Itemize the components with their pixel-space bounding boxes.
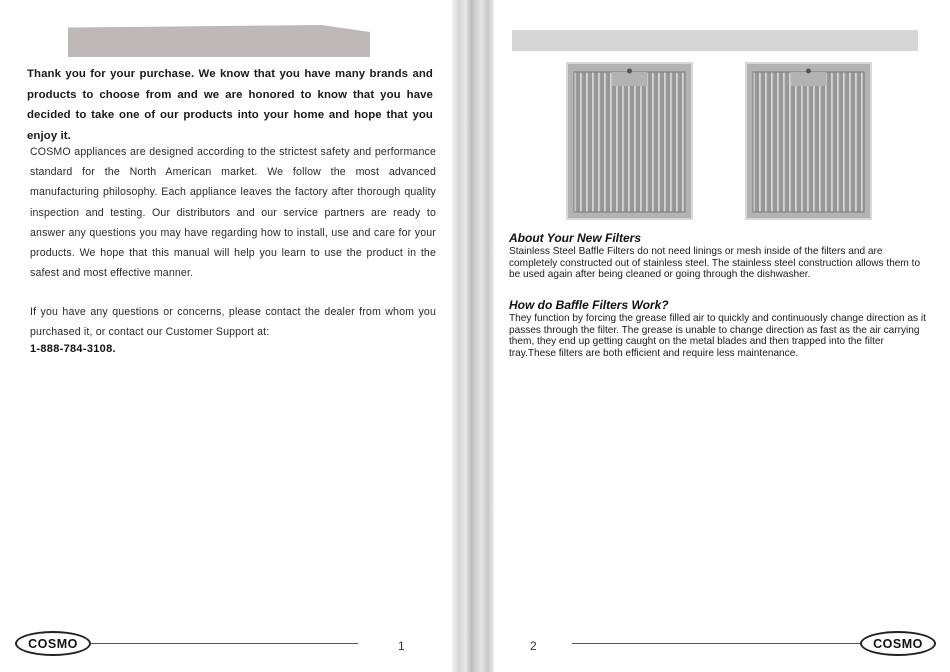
support-phone: 1-888-784-3108. bbox=[30, 343, 116, 355]
page-number: 2 bbox=[530, 639, 537, 653]
header-bar-right bbox=[512, 30, 918, 51]
footer-rule bbox=[90, 643, 358, 644]
logo-text: COSMO bbox=[28, 636, 78, 651]
section-body-how-filters-work: They function by forcing the grease filled air to quickly and continuously change direction as it passes through the filter. The grease is unable to change direction as fast as the air carrying them, they end up getting caught on the metal blades and then trapped into the filter tray.These filters are both efficient and require less maintenance. bbox=[509, 313, 926, 360]
logo-text: COSMO bbox=[873, 636, 923, 651]
left-page bbox=[0, 0, 452, 672]
section-title-about-filters: About Your New Filters bbox=[509, 231, 642, 245]
book-spine bbox=[452, 0, 494, 672]
about-cosmo-paragraph: COSMO appliances are designed according to the strictest safety and performance standard for the North American market. We follow the most advanced manufacturing philosophy. Each appliance leaves the factory after thorough quality inspection and testing. Our distributors and our service partners are ready to answer any questions you may have regarding how to install, use and care for your products. We hope that this manual will help you learn to use the product in the safest and most effective manner. bbox=[30, 146, 436, 280]
baffle-filter-icon bbox=[745, 62, 872, 220]
section-title-how-filters-work: How do Baffle Filters Work? bbox=[509, 298, 669, 312]
intro-text: Thank you for your purchase. We know that you have many brands and products to choose from and we are honored to know that you have decided to take one of our products into your home and hope that you enjoy it. bbox=[27, 68, 433, 142]
cosmo-logo-icon bbox=[860, 631, 936, 656]
footer-rule bbox=[572, 643, 864, 644]
right-page bbox=[494, 0, 950, 672]
baffle-filter-icon bbox=[566, 62, 693, 220]
section-body-about-filters: Stainless Steel Baffle Filters do not need linings or mesh inside of the filters and are completely constructed out of stainless steel. The stainless steel construction allows them to be used again after being cleaned or going through the dishwasher. bbox=[509, 246, 921, 281]
header-bar-left bbox=[68, 25, 370, 57]
cosmo-logo-icon bbox=[15, 631, 91, 656]
contact-paragraph: If you have any questions or concerns, please contact the dealer from whom you purchased it, or contact our Customer Support at: bbox=[30, 306, 436, 339]
page-number: 1 bbox=[398, 639, 405, 653]
